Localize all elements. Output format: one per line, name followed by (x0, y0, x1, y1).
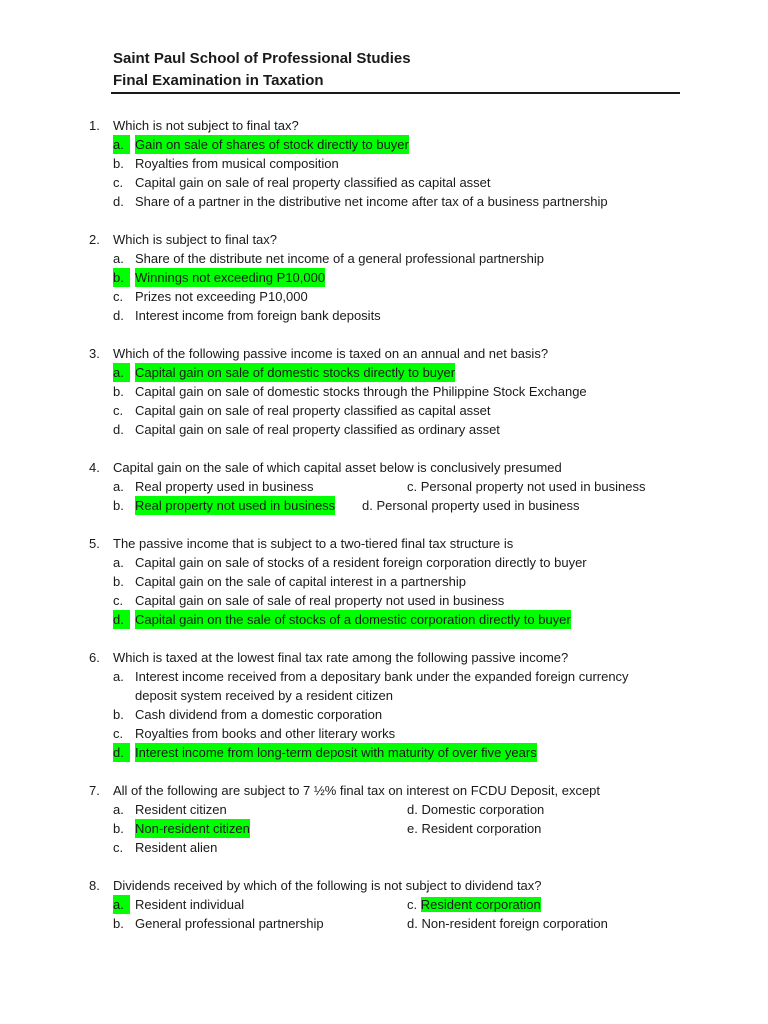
option-text: Cash dividend from a domestic corporation (135, 707, 383, 722)
option-c (0, 287, 768, 306)
option-text: Resident citizen (135, 802, 227, 817)
question-stem: Which of the following passive income is taxed on an annual and net basis? (113, 346, 549, 361)
question-5 (0, 534, 768, 629)
option-text-answer: Gain on sale of shares of stock directly to buyer (135, 137, 409, 152)
option-letter: a. (113, 479, 124, 494)
option-row-1 (0, 895, 768, 914)
exam-title: Final Examination in Taxation (113, 72, 324, 89)
option-letter: d. (113, 308, 124, 323)
question-4 (0, 458, 768, 515)
option-letter: c. (113, 840, 124, 855)
option-c (0, 724, 768, 743)
option-d (0, 743, 768, 762)
option-b (0, 268, 768, 287)
option-text: Interest income received from a depositary bank under the expanded foreign currency (135, 669, 629, 684)
option-text: Capital gain on sale of sale of real property not used in business (135, 593, 505, 608)
question-stem: Which is not subject to final tax? (113, 118, 299, 133)
option-text: Capital gain on sale of real property classified as capital asset (135, 175, 491, 190)
option-text-answer: Interest income from long-term deposit with maturity of over five years (135, 745, 537, 760)
option-letter: d. (113, 610, 130, 629)
option-letter: d. (113, 743, 130, 762)
document-header (113, 48, 680, 92)
question-7 (0, 781, 768, 857)
option-text: Capital gain on sale of real property classified as capital asset (135, 403, 491, 418)
option-letter: b. (113, 574, 124, 589)
option-text-d: d. Non-resident foreign corporation (407, 916, 608, 931)
option-a (0, 363, 768, 382)
option-letter-c: c. (407, 897, 418, 912)
option-row-1 (0, 477, 768, 496)
option-text: Royalties from musical composition (135, 156, 339, 171)
option-b (0, 572, 768, 591)
option-letter: c. (113, 593, 124, 608)
option-letter: a. (113, 802, 124, 817)
option-text-answer: Non-resident citizen (135, 821, 250, 836)
option-c (0, 591, 768, 610)
option-text: Share of the distribute net income of a general professional partnership (135, 251, 545, 266)
option-letter: b. (113, 916, 124, 931)
option-a (0, 553, 768, 572)
option-letter: b. (113, 821, 124, 836)
question-number: 6. (89, 650, 100, 665)
option-text-d: d. Domestic corporation (407, 802, 545, 817)
option-text: General professional partnership (135, 916, 324, 931)
question-number: 8. (89, 878, 100, 893)
option-d (0, 420, 768, 439)
option-text-answer: Real property not used in business (135, 498, 336, 513)
option-letter: d. (113, 194, 124, 209)
option-letter: d. (113, 422, 124, 437)
question-number: 3. (89, 346, 100, 361)
option-row-1 (0, 800, 768, 819)
option-letter: c. (113, 175, 124, 190)
option-c (0, 401, 768, 420)
option-text-answer: Capital gain on sale of domestic stocks directly to buyer (135, 365, 456, 380)
option-text: Capital gain on sale of real property classified as ordinary asset (135, 422, 500, 437)
option-letter: a. (113, 669, 124, 684)
option-text: Interest income from foreign bank deposits (135, 308, 381, 323)
question-2 (0, 230, 768, 325)
question-stem: Dividends received by which of the following is not subject to dividend tax? (113, 878, 542, 893)
question-stem: All of the following are subject to 7 ½% final tax on interest on FCDU Deposit, except (113, 783, 601, 798)
header-divider (111, 92, 680, 94)
question-3 (0, 344, 768, 439)
question-number: 1. (89, 118, 100, 133)
option-a (0, 135, 768, 154)
question-stem: Which is subject to final tax? (113, 232, 278, 247)
option-letter: b. (113, 268, 130, 287)
question-number: 4. (89, 460, 100, 475)
option-text-answer: Winnings not exceeding P10,000 (135, 270, 326, 285)
option-letter: a. (113, 895, 130, 914)
option-b (0, 382, 768, 401)
question-number: 7. (89, 783, 100, 798)
option-letter: c. (113, 403, 124, 418)
option-b (0, 705, 768, 724)
option-row-3 (0, 838, 768, 857)
question-8 (0, 876, 768, 933)
option-text: Capital gain on the sale of capital interest in a partnership (135, 574, 466, 589)
question-stem: The passive income that is subject to a two-tiered final tax structure is (113, 536, 514, 551)
option-text: Capital gain on sale of domestic stocks through the Philippine Stock Exchange (135, 384, 587, 399)
option-row-2 (0, 496, 768, 515)
question-list (0, 116, 768, 952)
option-text: Real property used in business (135, 479, 314, 494)
option-text: Resident individual (135, 897, 245, 912)
option-row-2 (0, 914, 768, 933)
option-text-answer: Resident corporation (420, 897, 541, 912)
question-number: 2. (89, 232, 100, 247)
option-a (0, 249, 768, 268)
option-b (0, 154, 768, 173)
option-text: Capital gain on sale of stocks of a resident foreign corporation directly to buyer (135, 555, 587, 570)
option-letter: b. (113, 384, 124, 399)
option-text-e: e. Resident corporation (407, 821, 542, 836)
option-d (0, 306, 768, 325)
option-text-c: c. Personal property not used in business (407, 479, 646, 494)
option-text-continued: deposit system received by a resident citizen (135, 688, 393, 703)
option-letter: b. (113, 707, 124, 722)
question-stem: Capital gain on the sale of which capital asset below is conclusively presumed (113, 460, 562, 475)
option-text: Prizes not exceeding P10,000 (135, 289, 308, 304)
question-1 (0, 116, 768, 211)
option-letter: a. (113, 251, 124, 266)
option-letter: b. (113, 156, 124, 171)
option-row-2 (0, 819, 768, 838)
school-name: Saint Paul School of Professional Studies (113, 50, 411, 67)
option-letter: b. (113, 498, 124, 513)
option-text: Resident alien (135, 840, 218, 855)
option-letter: a. (113, 135, 130, 154)
option-text: Share of a partner in the distributive net income after tax of a business partnership (135, 194, 608, 209)
question-6 (0, 648, 768, 762)
option-letter: c. (113, 726, 124, 741)
question-number: 5. (89, 536, 100, 551)
question-stem: Which is taxed at the lowest final tax rate among the following passive income? (113, 650, 569, 665)
option-a (0, 667, 768, 705)
option-text-d: d. Personal property used in business (362, 498, 580, 513)
option-text-answer: Capital gain on the sale of stocks of a domestic corporation directly to buyer (135, 612, 571, 627)
option-letter: a. (113, 363, 130, 382)
option-d (0, 610, 768, 629)
option-letter: a. (113, 555, 124, 570)
option-d (0, 192, 768, 211)
option-c (0, 173, 768, 192)
option-c (407, 895, 541, 914)
option-letter: c. (113, 289, 124, 304)
option-text: Royalties from books and other literary works (135, 726, 396, 741)
